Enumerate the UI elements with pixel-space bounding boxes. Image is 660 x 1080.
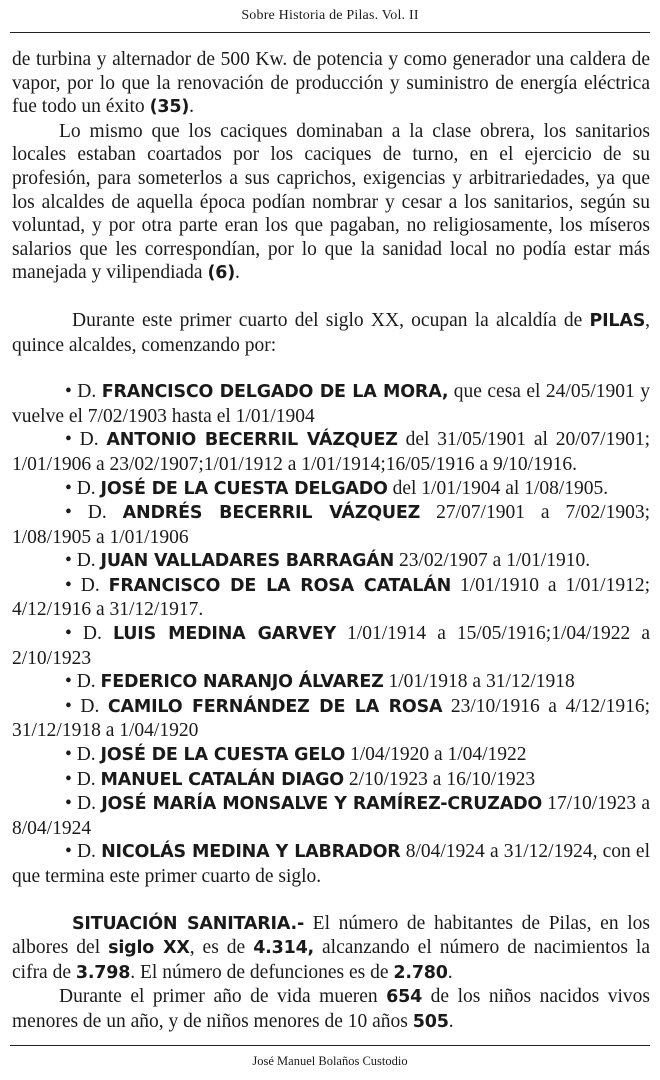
paragraph-text: de turbina y alternador de 500 Kw. de potencia y como generador una caldera de vapor, por lo que la renovación de producción y suministro de energía eléctrica fue todo un éxito — [12, 49, 650, 118]
bullet-prefix: • D. — [65, 550, 101, 572]
header-rule — [10, 32, 650, 33]
mayor-name: ANDRÉS BECERRIL VÁZQUEZ — [122, 503, 421, 524]
bullet-prefix: • D. — [65, 793, 102, 815]
footnote-ref: (6) — [207, 263, 236, 284]
mayor-name: FRANCISCO DE LA ROSA CATALÁN — [108, 575, 452, 596]
paragraph-text: Durante este primer cuarto del siglo XX, ocupan la alcaldía de — [72, 309, 590, 331]
mayor-dates: del 31/05/1901 al 20/07/1901; 1/01/1906 a 23/02/1907;1/01/1912 a 1/01/1914;16/05/1916 a 9/10/1916. — [12, 429, 650, 475]
paragraph-text: . — [448, 1010, 454, 1032]
deaths-value: 2.780 — [393, 962, 448, 983]
mayor-dates: 8/04/1924 a 31/12/1924, con el que termina este primer cuarto de siglo. — [12, 841, 650, 887]
mayor-dates: 1/04/1920 a 1/04/1922 — [345, 744, 527, 766]
list-item — [12, 792, 650, 840]
mayor-dates: 1/01/1918 a 31/12/1918 — [383, 671, 575, 693]
list-item — [12, 477, 650, 502]
list-item — [12, 840, 650, 888]
running-header: Sobre Historia de Pilas. Vol. II — [241, 8, 419, 23]
footnote-ref: (35) — [149, 97, 190, 118]
bullet-prefix: • D. — [65, 623, 113, 645]
mayor-dates: 23/10/1916 a 4/12/1916; 31/12/1918 a 1/04/1920 — [12, 695, 650, 742]
bullet-prefix: • D. — [65, 502, 123, 524]
mayor-name: FRANCISCO DELGADO DE LA MORA, — [101, 382, 449, 403]
paragraph-situacion-sanitaria — [12, 912, 650, 986]
mayor-dates: 17/10/1923 a 8/04/1924 — [12, 793, 650, 839]
mayor-name: CAMILO FERNÁNDEZ DE LA ROSA — [107, 696, 443, 717]
paragraph-text: , es de — [189, 937, 254, 959]
paragraph-text: , quince alcaldes, comenzando por: — [12, 309, 650, 356]
list-item — [12, 574, 650, 622]
mayor-name: JOSÉ DE LA CUESTA GELO — [100, 745, 346, 766]
paragraph-text: . — [447, 961, 453, 983]
spacer — [12, 889, 650, 912]
mayor-dates: que cesa el 24/05/1901 y vuelve el 7/02/1903 hasta el 1/01/1904 — [12, 381, 650, 427]
infant-deaths-value: 654 — [386, 987, 423, 1008]
spacer — [12, 286, 650, 309]
mayor-name: ANTONIO BECERRIL VÁZQUEZ — [106, 430, 398, 451]
bullet-prefix: • D. — [65, 841, 102, 863]
paragraph-text: . El número de defunciones es de — [130, 961, 394, 983]
mayor-dates: 1/01/1910 a 1/01/1912; 4/12/1916 a 31/12/1917. — [12, 574, 650, 621]
paragraph-text: alcanzando el número de nacimientos la cifra de — [12, 937, 650, 983]
bullet-prefix: • D. — [65, 381, 102, 403]
paragraph-text: . — [235, 262, 240, 284]
paragraph-alcaldes-intro — [12, 309, 650, 357]
paragraph-text: de los niños nacidos vivos menores de un año, y de niños menores de 10 años — [12, 986, 650, 1032]
mayor-dates: del 1/01/1904 al 1/08/1905. — [387, 477, 609, 499]
paragraph-text: . — [189, 96, 194, 118]
child-deaths-value: 505 — [412, 1011, 449, 1032]
mayor-name: FEDERICO NARANJO ÁLVAREZ — [100, 672, 384, 693]
list-item — [12, 695, 650, 743]
bullet-prefix: • D. — [65, 671, 101, 693]
paragraph-text: El número de habitantes de Pilas, en los albores del — [12, 912, 650, 959]
mayor-name: JUAN VALLADARES BARRAGÁN — [100, 551, 395, 572]
list-item — [12, 428, 650, 476]
paragraph-sanitarios — [12, 120, 650, 286]
mayor-name: JOSÉ DE LA CUESTA DELGADO — [100, 478, 388, 499]
mayor-dates: 2/10/1923 a 16/10/1923 — [343, 768, 536, 790]
bullet-prefix: • D. — [65, 574, 109, 596]
paragraph-mortalidad — [12, 985, 650, 1034]
mayors-list — [12, 380, 650, 888]
mayor-name: MANUEL CATALÁN DIAGO — [100, 769, 344, 790]
list-item — [12, 768, 650, 793]
section-heading: SITUACIÓN SANITARIA.- — [72, 913, 305, 934]
list-item — [12, 501, 650, 549]
mayor-dates: 23/02/1907 a 1/01/1910. — [394, 550, 591, 572]
mayor-name: LUIS MEDINA GARVEY — [112, 624, 336, 645]
mayor-dates: 27/07/1901 a 7/02/1903; 1/08/1905 a 1/01/1906 — [12, 502, 650, 548]
bullet-prefix: • D. — [65, 744, 101, 766]
births-value: 3.798 — [75, 962, 131, 983]
bullet-prefix: • D. — [65, 429, 107, 451]
bullet-prefix: • D. — [65, 695, 108, 717]
bold-term: siglo XX — [108, 938, 190, 959]
town-name: PILAS — [589, 310, 646, 331]
paragraph-turbina — [12, 48, 650, 120]
page-body — [12, 48, 650, 1035]
running-footer: José Manuel Bolaños Custodio — [252, 1054, 408, 1068]
bullet-prefix: • D. — [65, 477, 101, 499]
paragraph-text: Lo mismo que los caciques dominaban a la clase obrera, los sanitarios locales estaban coartados por los caciques de turno, en el ejercicio de su profesión, para someterlos a sus caprichos, exigencias y arbitrariedades, ya que los alcaldes de aquella época podían nombrar y cesar a los sanitarios, según su voluntad, y por otra parte eran los que pagaban, no religiosamente, los míseros salarios que les correspondían, por lo que la sanidad local no podía estar más manejada y vilipendiada — [12, 120, 650, 284]
population-value: 4.314, — [253, 938, 314, 959]
mayor-name: NICOLÁS MEDINA Y LABRADOR — [101, 842, 401, 863]
list-item — [12, 380, 650, 428]
list-item — [12, 622, 650, 670]
bullet-prefix: • D. — [65, 768, 101, 790]
spacer — [12, 357, 650, 380]
paragraph-text: Durante el primer año de vida mueren — [59, 986, 387, 1008]
mayor-dates: 1/01/1914 a 15/05/1916;1/04/1922 a 2/10/1923 — [12, 623, 650, 669]
list-item — [12, 670, 650, 695]
footer-rule — [10, 1045, 650, 1046]
list-item — [12, 743, 650, 768]
list-item — [12, 549, 650, 574]
mayor-name: JOSÉ MARÍA MONSALVE Y RAMÍREZ-CRUZADO — [101, 794, 543, 815]
